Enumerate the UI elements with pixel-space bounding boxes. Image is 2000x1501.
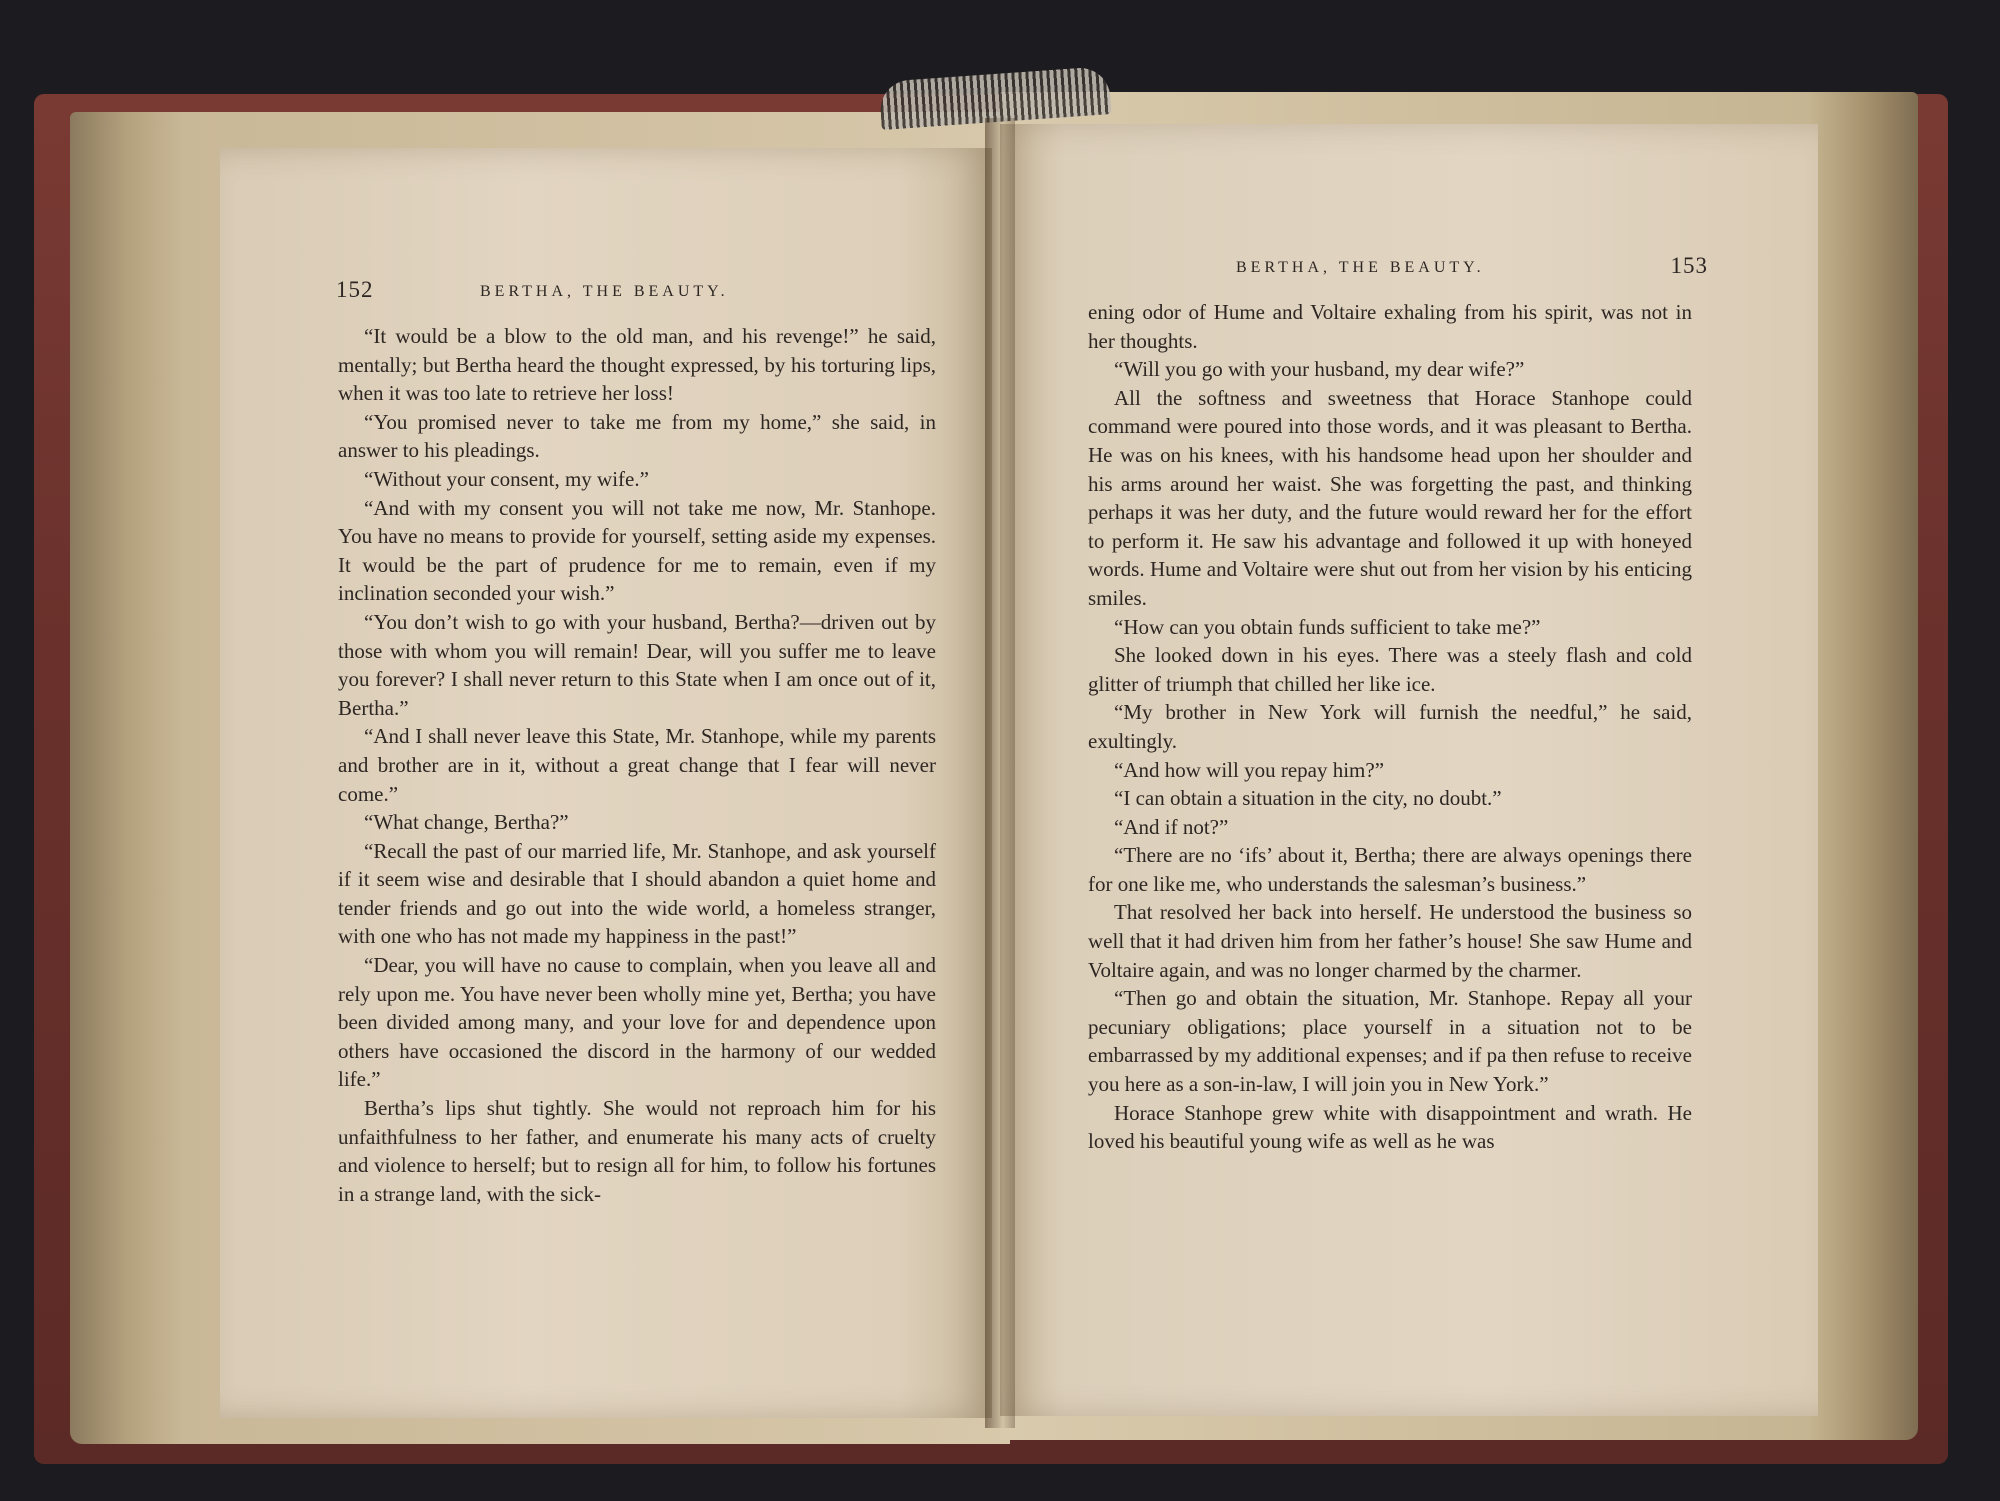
paragraph: “Will you go with your husband, my dear wife?” <box>1114 357 1525 382</box>
paragraph: “And I shall never leave this State, Mr. Stanhope, while my parents and brother are in it, without a great change that I fear will never come.” <box>338 724 936 806</box>
paragraph: She looked down in his eyes. There was a steely flash and cold glitter of triumph that chilled her like ice. <box>1088 643 1692 696</box>
paragraph: “Without your consent, my wife.” <box>364 466 649 491</box>
paragraph: “How can you obtain funds sufficient to take me?” <box>1114 614 1541 639</box>
paragraph: “My brother in New York will furnish the needful,” he said, exultingly. <box>1088 700 1692 753</box>
left-running-head: BERTHA, THE BEAUTY. <box>480 283 729 300</box>
paragraph: “Dear, you will have no cause to complain, when you leave all and rely upon me. You have never been wholly mine yet, Bertha; you have been divided among many, and your love for and dependence upon others have occasioned the discord in the harmony of our wedded life.” <box>338 953 936 1092</box>
right-page-number: 153 <box>1670 253 1708 278</box>
paragraph: “And with my consent you will not take me now, Mr. Stanhope. You have no means to provide for yourself, setting aside my expenses. It would be the part of prudence for me to remain, even if my inclination seconded your wish.” <box>338 495 936 606</box>
paragraph: That resolved her back into herself. He understood the business so well that it had driven him from her father’s house! She saw Hume and Voltaire again, and was no longer charmed by the charmer. <box>1088 900 1692 982</box>
paragraph: Bertha’s lips shut tightly. She would not reproach him for his unfaithfulness to her father, and enumerate his many acts of cruelty and violence to herself; but to resign all for him, to follow his fortunes in a strange land, with the sick- <box>338 1096 936 1206</box>
left-page-number: 152 <box>336 277 374 302</box>
left-page <box>220 148 992 1418</box>
paragraph: “And how will you repay him?” <box>1114 757 1385 782</box>
left-page-body <box>338 322 936 1208</box>
paragraph: “What change, Bertha?” <box>364 810 569 835</box>
paragraph: “You don’t wish to go with your husband, Bertha?—driven out by those with whom you will remain! Dear, will you suffer me to leave you forever? I shall never return to this State when I am once out of it, Bertha.” <box>338 609 936 720</box>
right-page <box>1000 124 1818 1416</box>
right-page-body <box>1088 298 1692 1156</box>
paragraph: “I can obtain a situation in the city, no doubt.” <box>1114 786 1502 811</box>
paragraph: All the softness and sweetness that Horace Stanhope could command were poured into those words, and it was pleasant to Bertha. He was on his knees, with his handsome head upon her shoulder and his arms around her waist. She was forgetting the past, and thinking perhaps it was her duty, and the future would reward her for the effort to perform it. He saw his advantage and followed it up with honeyed words. Hume and Voltaire were shut out from her vision by his enticing smiles. <box>1088 385 1692 610</box>
paragraph: ening odor of Hume and Voltaire exhaling from his spirit, was not in her thoughts. <box>1088 300 1692 353</box>
right-page-header <box>1000 252 1818 282</box>
left-page-header <box>220 276 992 306</box>
paragraph: “You promised never to take me from my home,” she said, in answer to his pleadings. <box>338 409 936 463</box>
book-gutter <box>985 118 1015 1428</box>
paragraph: “Then go and obtain the situation, Mr. Stanhope. Repay all your pecuniary obligations; place yourself in a situation not to be embarrassed by my additional expenses; and if pa then refuse to receive you here as a son-in-law, I will join you in New York.” <box>1088 986 1692 1097</box>
paragraph: “It would be a blow to the old man, and his revenge!” he said, mentally; but Bertha heard the thought expressed, by his torturing lips, when it was too late to retrieve her loss! <box>338 324 936 406</box>
paragraph: Horace Stanhope grew white with disappointment and wrath. He loved his beautiful young wife as well as he was <box>1088 1100 1692 1154</box>
paragraph: “Recall the past of our married life, Mr. Stanhope, and ask yourself if it seem wise and desirable that I should abandon a quiet home and tender friends and go out into the wide world, a homeless stranger, with one who has not made my happiness in the past!” <box>338 838 936 949</box>
paragraph: “There are no ‘ifs’ about it, Bertha; there are always openings there for one like me, who understands the salesman’s business.” <box>1088 843 1692 896</box>
right-running-head: BERTHA, THE BEAUTY. <box>1236 259 1485 276</box>
paragraph: “And if not?” <box>1114 814 1229 839</box>
